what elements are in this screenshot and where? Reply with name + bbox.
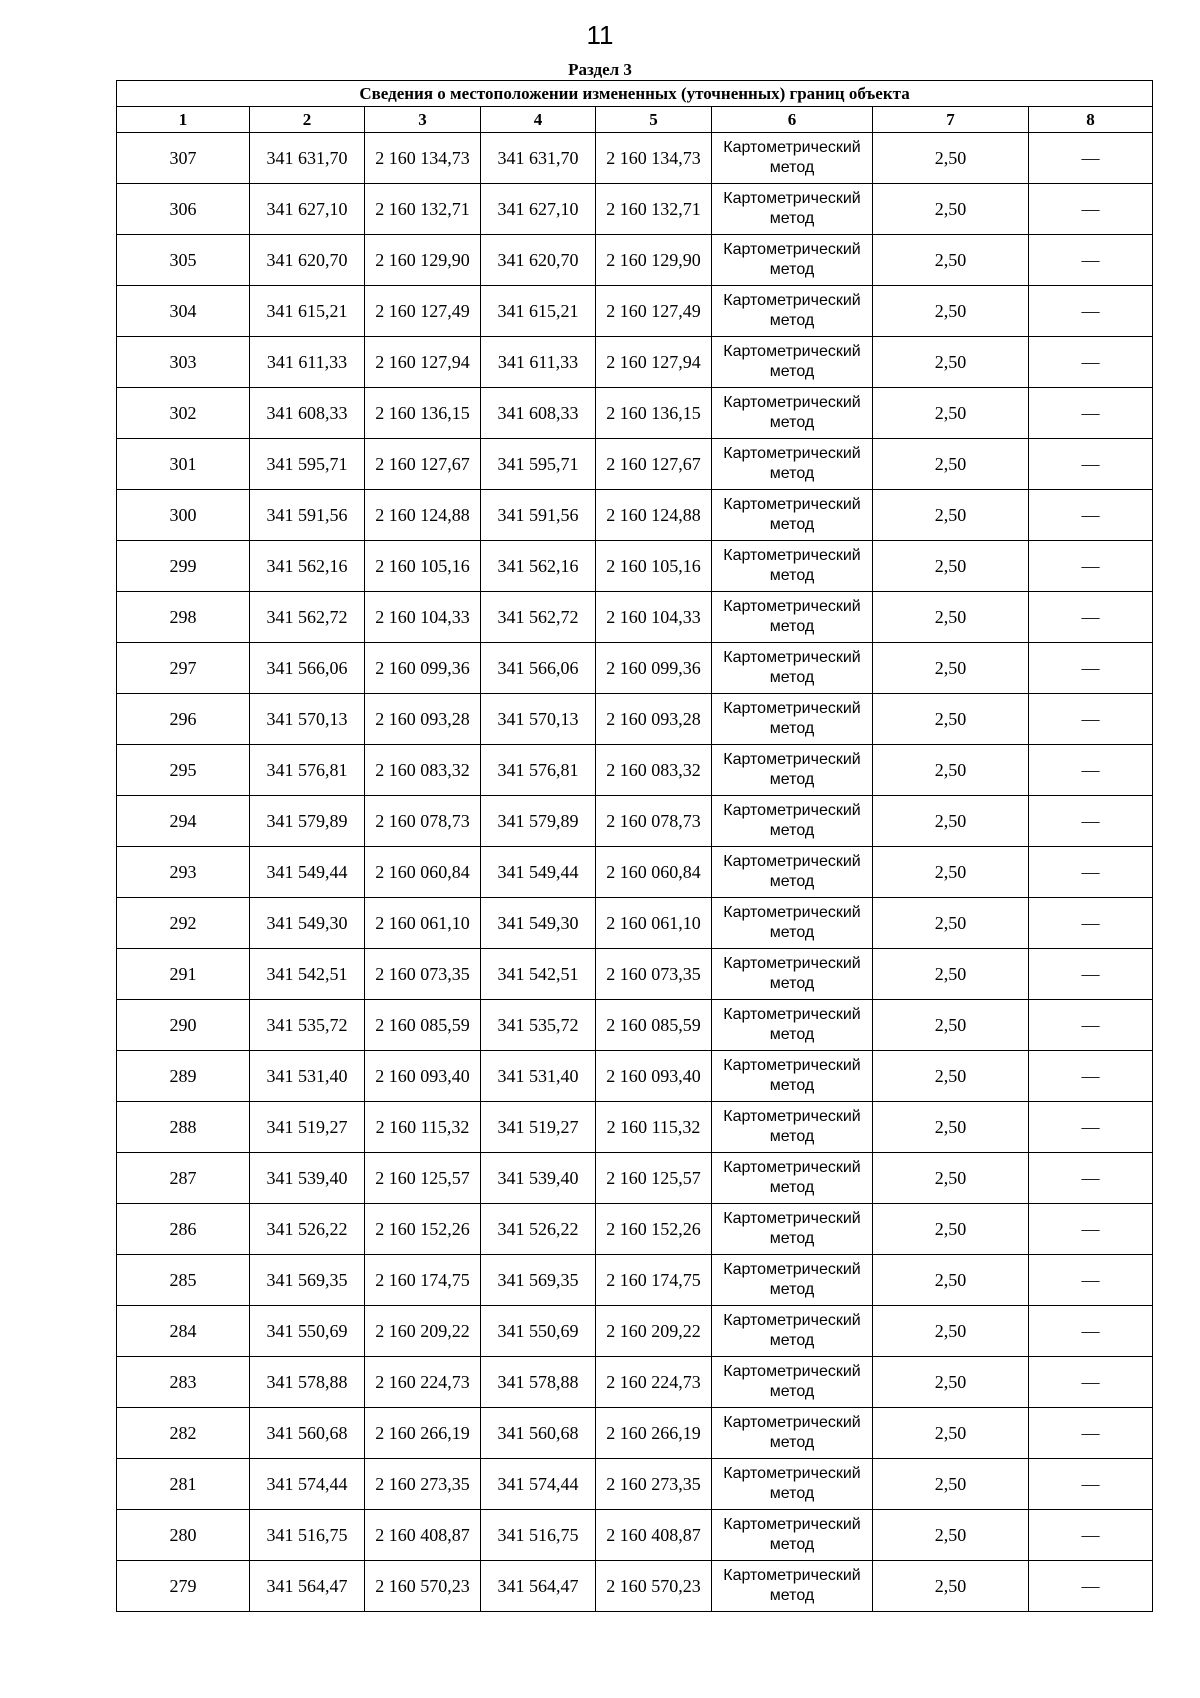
accuracy-cell: 2,50 xyxy=(873,1255,1029,1306)
x-coordinate-new-cell: 341 516,75 xyxy=(481,1510,596,1561)
x-coordinate-new-cell: 341 608,33 xyxy=(481,388,596,439)
x-coordinate-old-cell: 341 535,72 xyxy=(250,1000,365,1051)
x-coordinate-old-cell: 341 615,21 xyxy=(250,286,365,337)
point-number-cell: 281 xyxy=(117,1459,250,1510)
x-coordinate-old-cell: 341 631,70 xyxy=(250,133,365,184)
description-cell: — xyxy=(1029,1255,1153,1306)
y-coordinate-new-cell: 2 160 105,16 xyxy=(596,541,712,592)
x-coordinate-new-cell: 341 627,10 xyxy=(481,184,596,235)
description-cell: — xyxy=(1029,847,1153,898)
x-coordinate-new-cell: 341 562,72 xyxy=(481,592,596,643)
y-coordinate-new-cell: 2 160 129,90 xyxy=(596,235,712,286)
determination-method-cell: Картометрический метод xyxy=(712,898,873,949)
column-number-2: 2 xyxy=(250,107,365,133)
y-coordinate-new-cell: 2 160 134,73 xyxy=(596,133,712,184)
y-coordinate-old-cell: 2 160 073,35 xyxy=(365,949,481,1000)
x-coordinate-new-cell: 341 579,89 xyxy=(481,796,596,847)
accuracy-cell: 2,50 xyxy=(873,694,1029,745)
table-row xyxy=(117,1408,1153,1459)
description-cell: — xyxy=(1029,541,1153,592)
x-coordinate-new-cell: 341 595,71 xyxy=(481,439,596,490)
y-coordinate-new-cell: 2 160 132,71 xyxy=(596,184,712,235)
page-number: 11 xyxy=(586,20,614,50)
x-coordinate-old-cell: 341 539,40 xyxy=(250,1153,365,1204)
accuracy-cell: 2,50 xyxy=(873,1357,1029,1408)
determination-method-cell: Картометрический метод xyxy=(712,694,873,745)
point-number-cell: 292 xyxy=(117,898,250,949)
y-coordinate-old-cell: 2 160 570,23 xyxy=(365,1561,481,1612)
y-coordinate-new-cell: 2 160 099,36 xyxy=(596,643,712,694)
column-number-1: 1 xyxy=(117,107,250,133)
table-row xyxy=(117,643,1153,694)
x-coordinate-old-cell: 341 611,33 xyxy=(250,337,365,388)
determination-method-cell: Картометрический метод xyxy=(712,133,873,184)
y-coordinate-new-cell: 2 160 085,59 xyxy=(596,1000,712,1051)
column-number-4: 4 xyxy=(481,107,596,133)
description-cell: — xyxy=(1029,1051,1153,1102)
accuracy-cell: 2,50 xyxy=(873,184,1029,235)
table-row xyxy=(117,1510,1153,1561)
boundary-coordinates-table xyxy=(116,80,1153,1612)
point-number-cell: 296 xyxy=(117,694,250,745)
x-coordinate-old-cell: 341 574,44 xyxy=(250,1459,365,1510)
y-coordinate-new-cell: 2 160 078,73 xyxy=(596,796,712,847)
accuracy-cell: 2,50 xyxy=(873,949,1029,1000)
y-coordinate-new-cell: 2 160 093,40 xyxy=(596,1051,712,1102)
determination-method-cell: Картометрический метод xyxy=(712,235,873,286)
description-cell: — xyxy=(1029,643,1153,694)
column-number-row xyxy=(117,107,1153,133)
table-row xyxy=(117,1561,1153,1612)
x-coordinate-new-cell: 341 526,22 xyxy=(481,1204,596,1255)
description-cell: — xyxy=(1029,1510,1153,1561)
x-coordinate-old-cell: 341 579,89 xyxy=(250,796,365,847)
x-coordinate-new-cell: 341 611,33 xyxy=(481,337,596,388)
accuracy-cell: 2,50 xyxy=(873,745,1029,796)
accuracy-cell: 2,50 xyxy=(873,796,1029,847)
determination-method-cell: Картометрический метод xyxy=(712,1306,873,1357)
column-number-8: 8 xyxy=(1029,107,1153,133)
description-cell: — xyxy=(1029,184,1153,235)
accuracy-cell: 2,50 xyxy=(873,643,1029,694)
point-number-cell: 280 xyxy=(117,1510,250,1561)
point-number-cell: 289 xyxy=(117,1051,250,1102)
determination-method-cell: Картометрический метод xyxy=(712,796,873,847)
point-number-cell: 290 xyxy=(117,1000,250,1051)
accuracy-cell: 2,50 xyxy=(873,337,1029,388)
accuracy-cell: 2,50 xyxy=(873,898,1029,949)
x-coordinate-new-cell: 341 574,44 xyxy=(481,1459,596,1510)
determination-method-cell: Картометрический метод xyxy=(712,1357,873,1408)
determination-method-cell: Картометрический метод xyxy=(712,1255,873,1306)
x-coordinate-old-cell: 341 562,72 xyxy=(250,592,365,643)
determination-method-cell: Картометрический метод xyxy=(712,490,873,541)
y-coordinate-new-cell: 2 160 125,57 xyxy=(596,1153,712,1204)
determination-method-cell: Картометрический метод xyxy=(712,337,873,388)
y-coordinate-new-cell: 2 160 136,15 xyxy=(596,388,712,439)
accuracy-cell: 2,50 xyxy=(873,1561,1029,1612)
point-number-cell: 282 xyxy=(117,1408,250,1459)
point-number-cell: 298 xyxy=(117,592,250,643)
point-number-cell: 283 xyxy=(117,1357,250,1408)
description-cell: — xyxy=(1029,1459,1153,1510)
y-coordinate-old-cell: 2 160 105,16 xyxy=(365,541,481,592)
x-coordinate-old-cell: 341 591,56 xyxy=(250,490,365,541)
y-coordinate-new-cell: 2 160 104,33 xyxy=(596,592,712,643)
point-number-cell: 299 xyxy=(117,541,250,592)
y-coordinate-old-cell: 2 160 083,32 xyxy=(365,745,481,796)
point-number-cell: 307 xyxy=(117,133,250,184)
accuracy-cell: 2,50 xyxy=(873,1000,1029,1051)
determination-method-cell: Картометрический метод xyxy=(712,1000,873,1051)
y-coordinate-old-cell: 2 160 209,22 xyxy=(365,1306,481,1357)
y-coordinate-old-cell: 2 160 129,90 xyxy=(365,235,481,286)
table-row xyxy=(117,235,1153,286)
y-coordinate-old-cell: 2 160 127,67 xyxy=(365,439,481,490)
y-coordinate-old-cell: 2 160 093,28 xyxy=(365,694,481,745)
y-coordinate-new-cell: 2 160 127,67 xyxy=(596,439,712,490)
y-coordinate-new-cell: 2 160 273,35 xyxy=(596,1459,712,1510)
table-row xyxy=(117,286,1153,337)
y-coordinate-old-cell: 2 160 124,88 xyxy=(365,490,481,541)
x-coordinate-old-cell: 341 560,68 xyxy=(250,1408,365,1459)
x-coordinate-new-cell: 341 560,68 xyxy=(481,1408,596,1459)
x-coordinate-new-cell: 341 542,51 xyxy=(481,949,596,1000)
x-coordinate-new-cell: 341 578,88 xyxy=(481,1357,596,1408)
accuracy-cell: 2,50 xyxy=(873,541,1029,592)
x-coordinate-new-cell: 341 519,27 xyxy=(481,1102,596,1153)
x-coordinate-new-cell: 341 535,72 xyxy=(481,1000,596,1051)
y-coordinate-old-cell: 2 160 132,71 xyxy=(365,184,481,235)
table-row xyxy=(117,745,1153,796)
y-coordinate-new-cell: 2 160 266,19 xyxy=(596,1408,712,1459)
point-number-cell: 279 xyxy=(117,1561,250,1612)
x-coordinate-old-cell: 341 549,30 xyxy=(250,898,365,949)
table-row xyxy=(117,694,1153,745)
determination-method-cell: Картометрический метод xyxy=(712,1051,873,1102)
column-number-7: 7 xyxy=(873,107,1029,133)
table-row xyxy=(117,388,1153,439)
x-coordinate-new-cell: 341 569,35 xyxy=(481,1255,596,1306)
y-coordinate-old-cell: 2 160 085,59 xyxy=(365,1000,481,1051)
x-coordinate-new-cell: 341 562,16 xyxy=(481,541,596,592)
determination-method-cell: Картометрический метод xyxy=(712,541,873,592)
y-coordinate-new-cell: 2 160 060,84 xyxy=(596,847,712,898)
y-coordinate-old-cell: 2 160 127,49 xyxy=(365,286,481,337)
determination-method-cell: Картометрический метод xyxy=(712,286,873,337)
x-coordinate-new-cell: 341 539,40 xyxy=(481,1153,596,1204)
accuracy-cell: 2,50 xyxy=(873,1153,1029,1204)
description-cell: — xyxy=(1029,592,1153,643)
table-row xyxy=(117,1102,1153,1153)
y-coordinate-new-cell: 2 160 408,87 xyxy=(596,1510,712,1561)
accuracy-cell: 2,50 xyxy=(873,1459,1029,1510)
table-row xyxy=(117,1357,1153,1408)
table-row xyxy=(117,1204,1153,1255)
table-row xyxy=(117,1051,1153,1102)
determination-method-cell: Картометрический метод xyxy=(712,1510,873,1561)
y-coordinate-new-cell: 2 160 209,22 xyxy=(596,1306,712,1357)
y-coordinate-new-cell: 2 160 127,94 xyxy=(596,337,712,388)
table-row xyxy=(117,337,1153,388)
y-coordinate-new-cell: 2 160 061,10 xyxy=(596,898,712,949)
point-number-cell: 294 xyxy=(117,796,250,847)
point-number-cell: 302 xyxy=(117,388,250,439)
x-coordinate-old-cell: 341 569,35 xyxy=(250,1255,365,1306)
x-coordinate-old-cell: 341 595,71 xyxy=(250,439,365,490)
description-cell: — xyxy=(1029,235,1153,286)
section-title: Раздел 3 xyxy=(568,60,632,79)
table-row xyxy=(117,847,1153,898)
x-coordinate-old-cell: 341 531,40 xyxy=(250,1051,365,1102)
determination-method-cell: Картометрический метод xyxy=(712,439,873,490)
point-number-cell: 291 xyxy=(117,949,250,1000)
accuracy-cell: 2,50 xyxy=(873,847,1029,898)
y-coordinate-old-cell: 2 160 061,10 xyxy=(365,898,481,949)
determination-method-cell: Картометрический метод xyxy=(712,1408,873,1459)
y-coordinate-new-cell: 2 160 570,23 xyxy=(596,1561,712,1612)
table-row xyxy=(117,1255,1153,1306)
column-number-3: 3 xyxy=(365,107,481,133)
determination-method-cell: Картометрический метод xyxy=(712,1153,873,1204)
point-number-cell: 284 xyxy=(117,1306,250,1357)
y-coordinate-old-cell: 2 160 099,36 xyxy=(365,643,481,694)
x-coordinate-new-cell: 341 570,13 xyxy=(481,694,596,745)
table-row xyxy=(117,541,1153,592)
determination-method-cell: Картометрический метод xyxy=(712,1102,873,1153)
x-coordinate-new-cell: 341 549,44 xyxy=(481,847,596,898)
y-coordinate-old-cell: 2 160 127,94 xyxy=(365,337,481,388)
description-cell: — xyxy=(1029,1153,1153,1204)
description-cell: — xyxy=(1029,439,1153,490)
x-coordinate-old-cell: 341 516,75 xyxy=(250,1510,365,1561)
y-coordinate-new-cell: 2 160 127,49 xyxy=(596,286,712,337)
x-coordinate-new-cell: 341 549,30 xyxy=(481,898,596,949)
y-coordinate-new-cell: 2 160 152,26 xyxy=(596,1204,712,1255)
point-number-cell: 295 xyxy=(117,745,250,796)
column-number-5: 5 xyxy=(596,107,712,133)
x-coordinate-old-cell: 341 608,33 xyxy=(250,388,365,439)
determination-method-cell: Картометрический метод xyxy=(712,949,873,1000)
x-coordinate-new-cell: 341 566,06 xyxy=(481,643,596,694)
x-coordinate-new-cell: 341 631,70 xyxy=(481,133,596,184)
point-number-cell: 306 xyxy=(117,184,250,235)
y-coordinate-old-cell: 2 160 093,40 xyxy=(365,1051,481,1102)
accuracy-cell: 2,50 xyxy=(873,1051,1029,1102)
point-number-cell: 287 xyxy=(117,1153,250,1204)
y-coordinate-new-cell: 2 160 224,73 xyxy=(596,1357,712,1408)
description-cell: — xyxy=(1029,1357,1153,1408)
description-cell: — xyxy=(1029,1000,1153,1051)
table-row xyxy=(117,490,1153,541)
x-coordinate-new-cell: 341 620,70 xyxy=(481,235,596,286)
x-coordinate-new-cell: 341 531,40 xyxy=(481,1051,596,1102)
x-coordinate-old-cell: 341 578,88 xyxy=(250,1357,365,1408)
y-coordinate-old-cell: 2 160 060,84 xyxy=(365,847,481,898)
y-coordinate-old-cell: 2 160 115,32 xyxy=(365,1102,481,1153)
y-coordinate-new-cell: 2 160 124,88 xyxy=(596,490,712,541)
y-coordinate-old-cell: 2 160 152,26 xyxy=(365,1204,481,1255)
accuracy-cell: 2,50 xyxy=(873,1102,1029,1153)
y-coordinate-old-cell: 2 160 174,75 xyxy=(365,1255,481,1306)
y-coordinate-old-cell: 2 160 224,73 xyxy=(365,1357,481,1408)
determination-method-cell: Картометрический метод xyxy=(712,184,873,235)
determination-method-cell: Картометрический метод xyxy=(712,1459,873,1510)
point-number-cell: 301 xyxy=(117,439,250,490)
description-cell: — xyxy=(1029,1561,1153,1612)
description-cell: — xyxy=(1029,133,1153,184)
table-row xyxy=(117,439,1153,490)
point-number-cell: 297 xyxy=(117,643,250,694)
y-coordinate-new-cell: 2 160 093,28 xyxy=(596,694,712,745)
table-row xyxy=(117,1000,1153,1051)
table-row xyxy=(117,1459,1153,1510)
accuracy-cell: 2,50 xyxy=(873,1306,1029,1357)
x-coordinate-new-cell: 341 591,56 xyxy=(481,490,596,541)
determination-method-cell: Картометрический метод xyxy=(712,388,873,439)
x-coordinate-old-cell: 341 542,51 xyxy=(250,949,365,1000)
description-cell: — xyxy=(1029,898,1153,949)
determination-method-cell: Картометрический метод xyxy=(712,1561,873,1612)
description-cell: — xyxy=(1029,337,1153,388)
y-coordinate-old-cell: 2 160 125,57 xyxy=(365,1153,481,1204)
y-coordinate-old-cell: 2 160 134,73 xyxy=(365,133,481,184)
table-body xyxy=(117,133,1153,1612)
determination-method-cell: Картометрический метод xyxy=(712,592,873,643)
description-cell: — xyxy=(1029,796,1153,847)
accuracy-cell: 2,50 xyxy=(873,490,1029,541)
y-coordinate-old-cell: 2 160 273,35 xyxy=(365,1459,481,1510)
x-coordinate-old-cell: 341 549,44 xyxy=(250,847,365,898)
description-cell: — xyxy=(1029,286,1153,337)
column-number-6: 6 xyxy=(712,107,873,133)
x-coordinate-new-cell: 341 576,81 xyxy=(481,745,596,796)
point-number-cell: 300 xyxy=(117,490,250,541)
description-cell: — xyxy=(1029,745,1153,796)
table-row xyxy=(117,898,1153,949)
x-coordinate-old-cell: 341 620,70 xyxy=(250,235,365,286)
description-cell: — xyxy=(1029,949,1153,1000)
determination-method-cell: Картометрический метод xyxy=(712,1204,873,1255)
table-row xyxy=(117,592,1153,643)
point-number-cell: 303 xyxy=(117,337,250,388)
accuracy-cell: 2,50 xyxy=(873,592,1029,643)
table-row xyxy=(117,1153,1153,1204)
x-coordinate-old-cell: 341 576,81 xyxy=(250,745,365,796)
point-number-cell: 288 xyxy=(117,1102,250,1153)
y-coordinate-new-cell: 2 160 083,32 xyxy=(596,745,712,796)
x-coordinate-new-cell: 341 615,21 xyxy=(481,286,596,337)
description-cell: — xyxy=(1029,1102,1153,1153)
y-coordinate-old-cell: 2 160 078,73 xyxy=(365,796,481,847)
table-caption: Сведения о местоположении измененных (уточненных) границ объекта xyxy=(117,81,1153,107)
accuracy-cell: 2,50 xyxy=(873,133,1029,184)
point-number-cell: 285 xyxy=(117,1255,250,1306)
table-row xyxy=(117,184,1153,235)
determination-method-cell: Картометрический метод xyxy=(712,745,873,796)
y-coordinate-new-cell: 2 160 174,75 xyxy=(596,1255,712,1306)
accuracy-cell: 2,50 xyxy=(873,286,1029,337)
x-coordinate-old-cell: 341 550,69 xyxy=(250,1306,365,1357)
description-cell: — xyxy=(1029,1204,1153,1255)
x-coordinate-old-cell: 341 570,13 xyxy=(250,694,365,745)
x-coordinate-old-cell: 341 627,10 xyxy=(250,184,365,235)
description-cell: — xyxy=(1029,490,1153,541)
point-number-cell: 293 xyxy=(117,847,250,898)
point-number-cell: 305 xyxy=(117,235,250,286)
accuracy-cell: 2,50 xyxy=(873,1510,1029,1561)
x-coordinate-old-cell: 341 564,47 xyxy=(250,1561,365,1612)
y-coordinate-new-cell: 2 160 073,35 xyxy=(596,949,712,1000)
table-row xyxy=(117,796,1153,847)
table-row xyxy=(117,949,1153,1000)
table-row xyxy=(117,133,1153,184)
accuracy-cell: 2,50 xyxy=(873,1408,1029,1459)
accuracy-cell: 2,50 xyxy=(873,235,1029,286)
accuracy-cell: 2,50 xyxy=(873,388,1029,439)
x-coordinate-old-cell: 341 519,27 xyxy=(250,1102,365,1153)
y-coordinate-old-cell: 2 160 136,15 xyxy=(365,388,481,439)
description-cell: — xyxy=(1029,1408,1153,1459)
accuracy-cell: 2,50 xyxy=(873,1204,1029,1255)
y-coordinate-old-cell: 2 160 104,33 xyxy=(365,592,481,643)
y-coordinate-old-cell: 2 160 266,19 xyxy=(365,1408,481,1459)
determination-method-cell: Картометрический метод xyxy=(712,847,873,898)
y-coordinate-old-cell: 2 160 408,87 xyxy=(365,1510,481,1561)
description-cell: — xyxy=(1029,694,1153,745)
x-coordinate-new-cell: 341 550,69 xyxy=(481,1306,596,1357)
x-coordinate-old-cell: 341 562,16 xyxy=(250,541,365,592)
x-coordinate-old-cell: 341 566,06 xyxy=(250,643,365,694)
y-coordinate-new-cell: 2 160 115,32 xyxy=(596,1102,712,1153)
x-coordinate-old-cell: 341 526,22 xyxy=(250,1204,365,1255)
determination-method-cell: Картометрический метод xyxy=(712,643,873,694)
description-cell: — xyxy=(1029,388,1153,439)
point-number-cell: 286 xyxy=(117,1204,250,1255)
x-coordinate-new-cell: 341 564,47 xyxy=(481,1561,596,1612)
accuracy-cell: 2,50 xyxy=(873,439,1029,490)
table-row xyxy=(117,1306,1153,1357)
point-number-cell: 304 xyxy=(117,286,250,337)
description-cell: — xyxy=(1029,1306,1153,1357)
